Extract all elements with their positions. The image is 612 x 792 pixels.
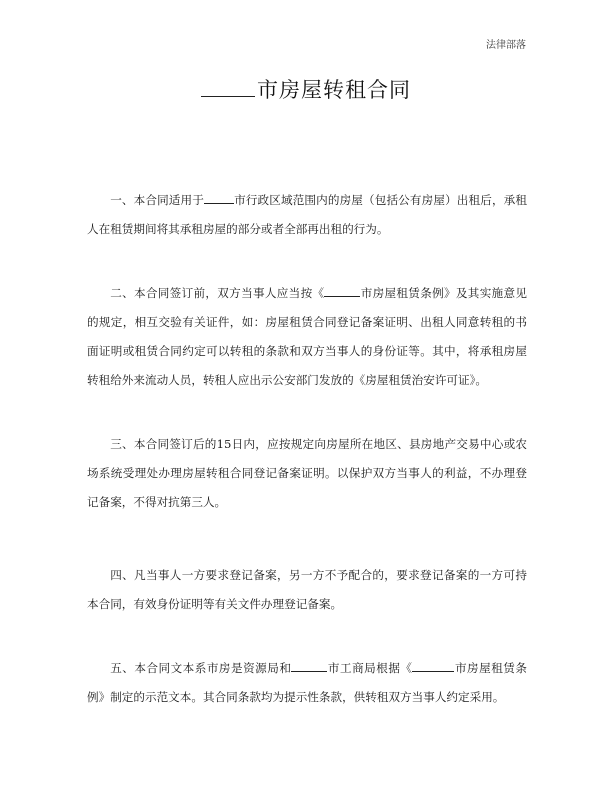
clause-4 xyxy=(87,561,527,619)
clause-5-blank-2 xyxy=(412,659,454,672)
header-tag: 法律部落 xyxy=(486,40,526,51)
clause-2-text-a: 二、本合同签订前，双方当事人应当按《 xyxy=(110,286,325,300)
clause-3 xyxy=(87,430,527,517)
clause-2-blank xyxy=(324,284,360,297)
title-text: 市房屋转租合同 xyxy=(257,78,411,102)
clause-5-text-a: 五、本合同文本系市房是资源局和 xyxy=(110,661,292,675)
clause-5-blank-1 xyxy=(291,659,327,672)
clause-2-text-b: 市房屋租赁条例》及其实施意见的规定，相互交验有关证件，如：房屋租赁合同登记备案证明、出租人同意转租的书面证明或租赁合同约定可以转租的条款和双方当事人的身份证等。其中，将承租房屋转租给外来流动人员，转租人应出示公安部门发放的《房屋租赁治安许可证》。 xyxy=(87,286,527,387)
clause-5-text-c: 市房屋租赁条例》制定的示范文本。其合同条款均为提示性条款，供转租双方当事人约定采用。 xyxy=(87,661,527,704)
clause-1-blank xyxy=(204,191,234,204)
clause-5-text-b: 市工商局根据《 xyxy=(327,661,413,675)
clause-1-text-a: 一、本合同适用于 xyxy=(110,193,204,207)
clause-1 xyxy=(87,186,527,244)
clause-1-text-b: 市行政区域范围内的房屋（包括公有房屋）出租后，承租人在租赁期间将其承租房屋的部分或者全部再出租的行为。 xyxy=(87,193,527,236)
clause-3-text: 三、本合同签订后的15日内，应按规定向房屋所在地区、县房地产交易中心或农场系统受理处办理房屋转租合同登记备案证明。以保护双方当事人的利益，不办理登记备案，不得对抗第三人。 xyxy=(87,437,527,509)
clause-5 xyxy=(87,654,527,712)
clause-4-text: 四、凡当事人一方要求登记备案，另一方不予配合的，要求登记备案的一方可持本合同，有效身份证明等有关文件办理登记备案。 xyxy=(87,568,527,611)
document-title xyxy=(0,74,612,104)
title-blank xyxy=(201,78,255,97)
clause-2 xyxy=(87,279,527,395)
